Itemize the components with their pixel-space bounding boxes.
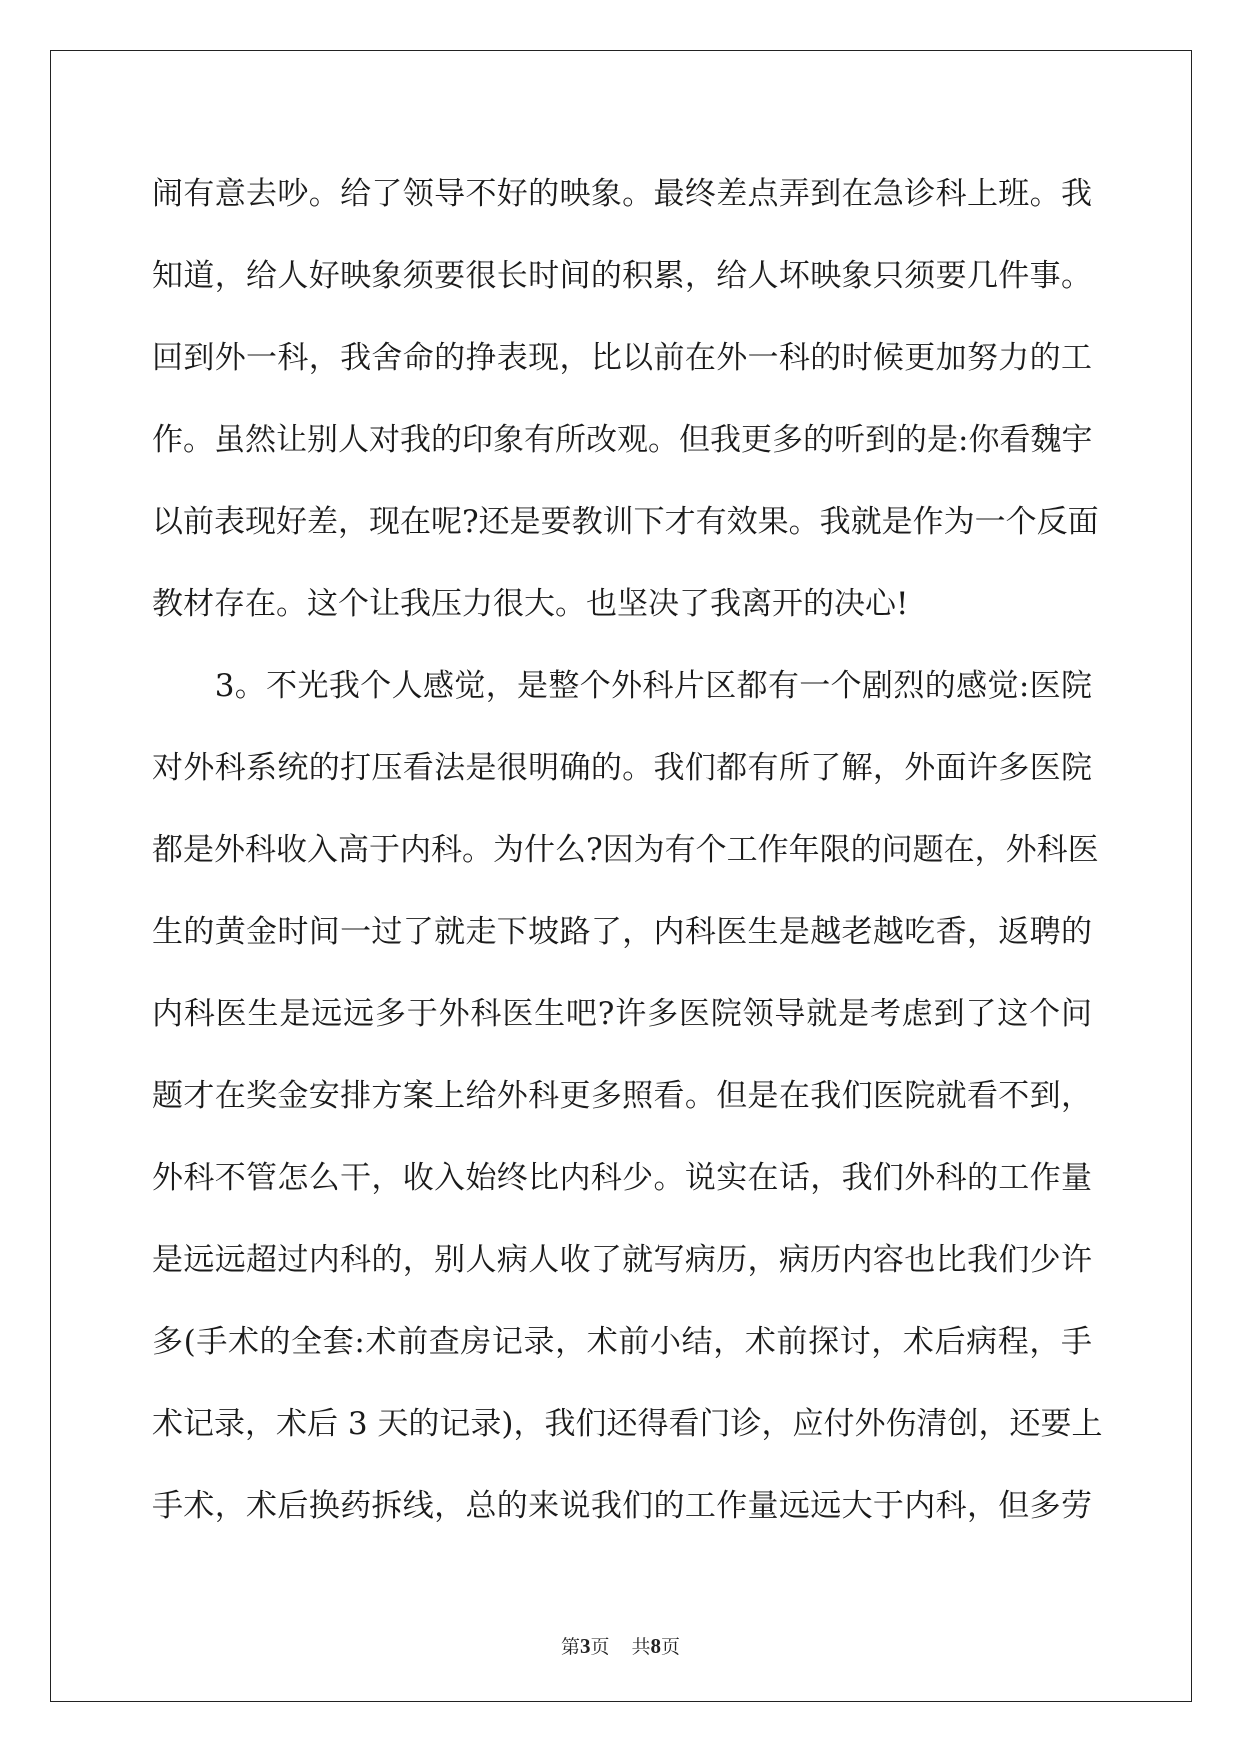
text-line: 知道，给人好映象须要很长时间的积累，给人坏映象只须要几件事。	[152, 258, 1092, 294]
text-line: 生的黄金时间一过了就走下坡路了，内科医生是越老越吃香，返聘的	[152, 914, 1092, 950]
footer-page-total: 8	[650, 1634, 662, 1658]
text-line: 对外科系统的打压看法是很明确的。我们都有所了解，外面许多医院	[152, 750, 1092, 786]
text-line: 3。不光我个人感觉，是整个外科片区都有一个剧烈的感觉:医院	[152, 668, 1092, 704]
text-line: 以前表现好差，现在呢?还是要教训下才有效果。我就是作为一个反面	[152, 504, 1099, 540]
footer-page-current: 3	[579, 1634, 591, 1658]
text-line: 多(手术的全套:术前查房记录，术前小结，术前探讨，术后病程，手	[152, 1324, 1092, 1360]
footer-page-prefix: 第	[560, 1636, 580, 1658]
footer-page-mid: 页	[590, 1636, 610, 1658]
text-line: 是远远超过内科的，别人病人收了就写病历，病历内容也比我们少许	[152, 1242, 1092, 1278]
footer-total-prefix: 共	[631, 1636, 651, 1658]
text-line: 外科不管怎么干，收入始终比内科少。说实在话，我们外科的工作量	[152, 1160, 1092, 1196]
page-footer	[0, 1632, 1241, 1659]
text-line: 手术，术后换药拆线，总的来说我们的工作量远远大于内科，但多劳	[152, 1488, 1092, 1524]
text-line: 闹有意去吵。给了领导不好的映象。最终差点弄到在急诊科上班。我	[152, 176, 1092, 212]
text-line: 都是外科收入高于内科。为什么?因为有个工作年限的问题在，外科医	[152, 832, 1099, 868]
footer-total-suffix: 页	[661, 1636, 681, 1658]
text-line: 回到外一科，我舍命的挣表现，比以前在外一科的时候更加努力的工	[152, 340, 1092, 376]
text-line: 题才在奖金安排方案上给外科更多照看。但是在我们医院就看不到，	[152, 1078, 1092, 1114]
text-line: 术记录，术后 3 天的记录)，我们还得看门诊，应付外伤清创，还要上	[152, 1406, 1103, 1442]
text-line: 作。虽然让别人对我的印象有所改观。但我更多的听到的是:你看魏宇	[152, 422, 1093, 458]
text-line: 内科医生是远远多于外科医生吧?许多医院领导就是考虑到了这个问	[152, 996, 1092, 1032]
text-line: 教材存在。这个让我压力很大。也坚决了我离开的决心!	[152, 586, 909, 622]
document-body	[152, 164, 1103, 1558]
